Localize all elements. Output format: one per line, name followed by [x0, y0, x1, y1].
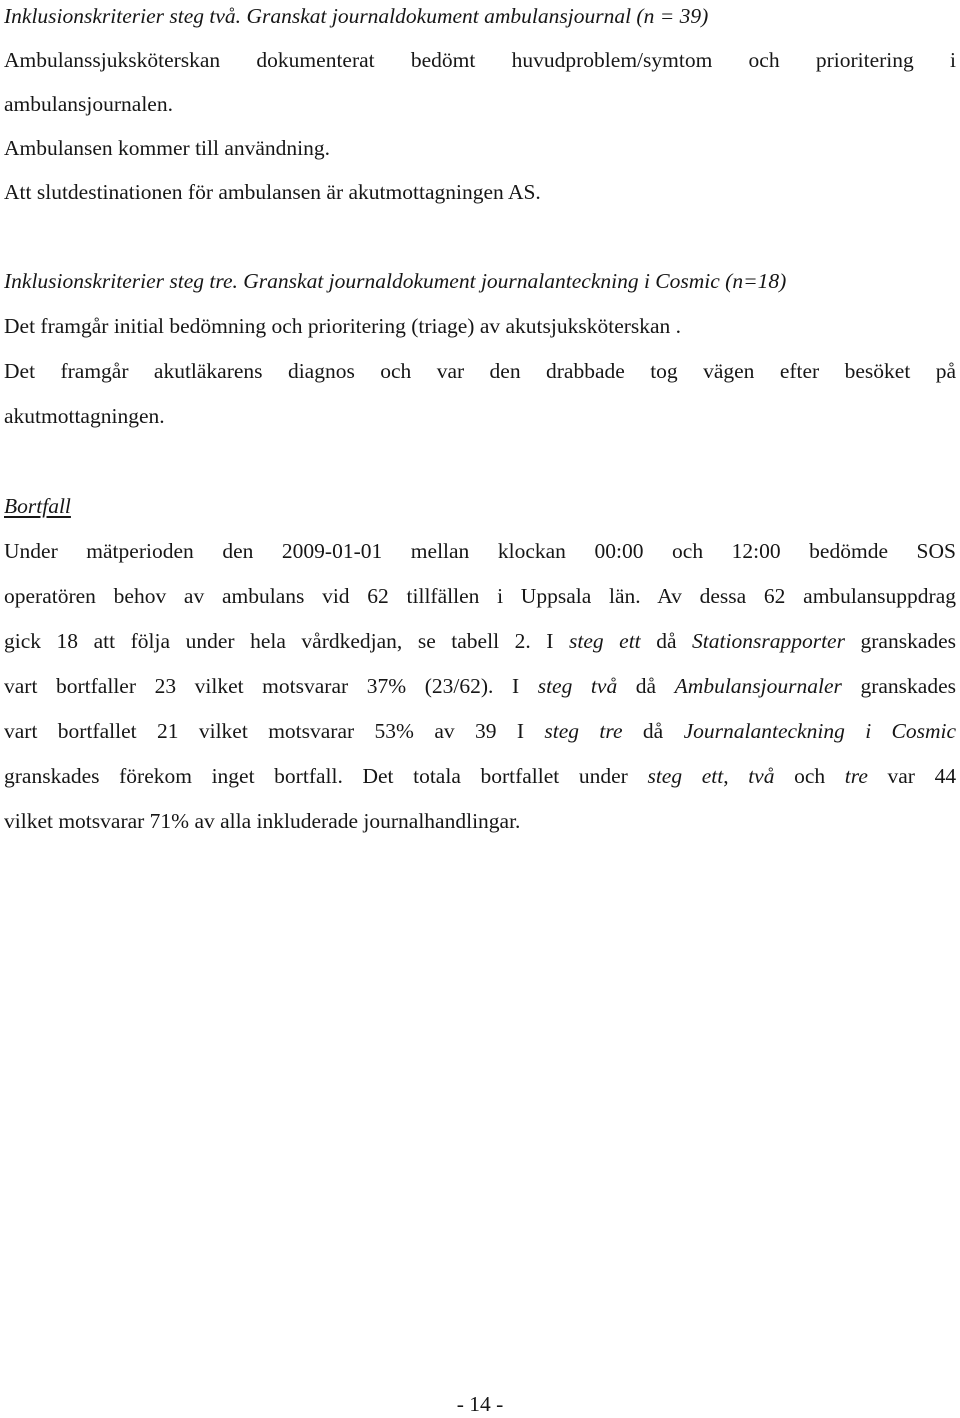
text-run: då: [642, 719, 664, 743]
italic-run: steg två: [537, 674, 618, 698]
bortfall-heading-text: Bortfall: [4, 494, 71, 518]
text-run: operatören behov av ambulans vid 62 tillfällen i Uppsala län.: [4, 584, 641, 608]
bortfall-line-3: [4, 627, 956, 655]
section2-heading: [4, 2, 956, 30]
section3-heading: [4, 267, 956, 295]
section3-heading-rest: Granskat journaldokument journalanteckning i Cosmic (n=18): [243, 269, 787, 293]
section3-line-1: Det framgår initial bedömning och prioritering (triage) av akutsjuksköterskan .: [4, 314, 682, 338]
text-run: ,: [723, 764, 729, 788]
page-number: - 14 -: [456, 1392, 504, 1416]
section2-line-3: Ambulansen kommer till användning.: [4, 136, 331, 160]
italic-run: Stationsrapporter: [692, 629, 845, 653]
bortfall-line-7: vilket motsvarar 71% av alla inkluderade journalhandlingar.: [4, 809, 521, 833]
italic-run: två: [748, 764, 775, 788]
text-run: vart bortfaller 23 vilket motsvarar 37% (23/62).: [4, 674, 494, 698]
bortfall-line-4: [4, 672, 956, 700]
bortfall-line-6: [4, 762, 956, 790]
section2-line-2: ambulansjournalen.: [4, 92, 173, 116]
italic-run: Ambulansjournaler: [674, 674, 842, 698]
italic-run: steg ett: [568, 629, 641, 653]
bortfall-heading: [4, 492, 956, 520]
text-run: Av dessa 62 ambulansuppdrag: [657, 584, 956, 608]
section3-line-3: akutmottagningen.: [4, 404, 165, 428]
section2-line-1: Ambulanssjuksköterskan dokumenterat bedömt huvudproblem/symtom och prioritering i: [4, 48, 956, 72]
bortfall-line-1: Under mätperioden den 2009-01-01 mellan klockan 00:00 och 12:00 bedömde SOS: [4, 539, 956, 563]
text-run: då: [635, 674, 657, 698]
italic-run: tre: [844, 764, 868, 788]
section3-heading-label: Inklusionskriterier steg tre.: [4, 269, 238, 293]
italic-run: steg ett: [647, 764, 724, 788]
text-run: I: [511, 674, 520, 698]
text-run: I: [546, 629, 554, 653]
section2-heading-label: Inklusionskriterier steg två.: [4, 4, 242, 28]
section2-heading-rest: Granskat journaldokument ambulansjournal (n = 39): [246, 4, 709, 28]
text-run: gick 18 att följa under hela vårdkedjan, se tabell 2.: [4, 629, 531, 653]
text-run: var 44: [887, 764, 956, 788]
italic-run: steg tre: [544, 719, 623, 743]
bortfall-line-2: [4, 582, 956, 610]
text-run: granskades: [860, 674, 956, 698]
text-run: granskades förekom inget bortfall. Det totala bortfallet under: [4, 764, 628, 788]
section3-line-2: Det framgår akutläkarens diagnos och var den drabbade tog vägen efter besöket på: [4, 359, 956, 383]
bortfall-line-5: [4, 717, 956, 745]
italic-run: Journalanteckning i Cosmic: [683, 719, 956, 743]
text-run: granskades: [860, 629, 956, 653]
section2-line-4: Att slutdestinationen för ambulansen är akutmottagningen AS.: [4, 180, 541, 204]
text-run: och: [794, 764, 826, 788]
text-run: då: [656, 629, 677, 653]
text-run: vart bortfallet 21 vilket motsvarar 53% av 39 I: [4, 719, 525, 743]
